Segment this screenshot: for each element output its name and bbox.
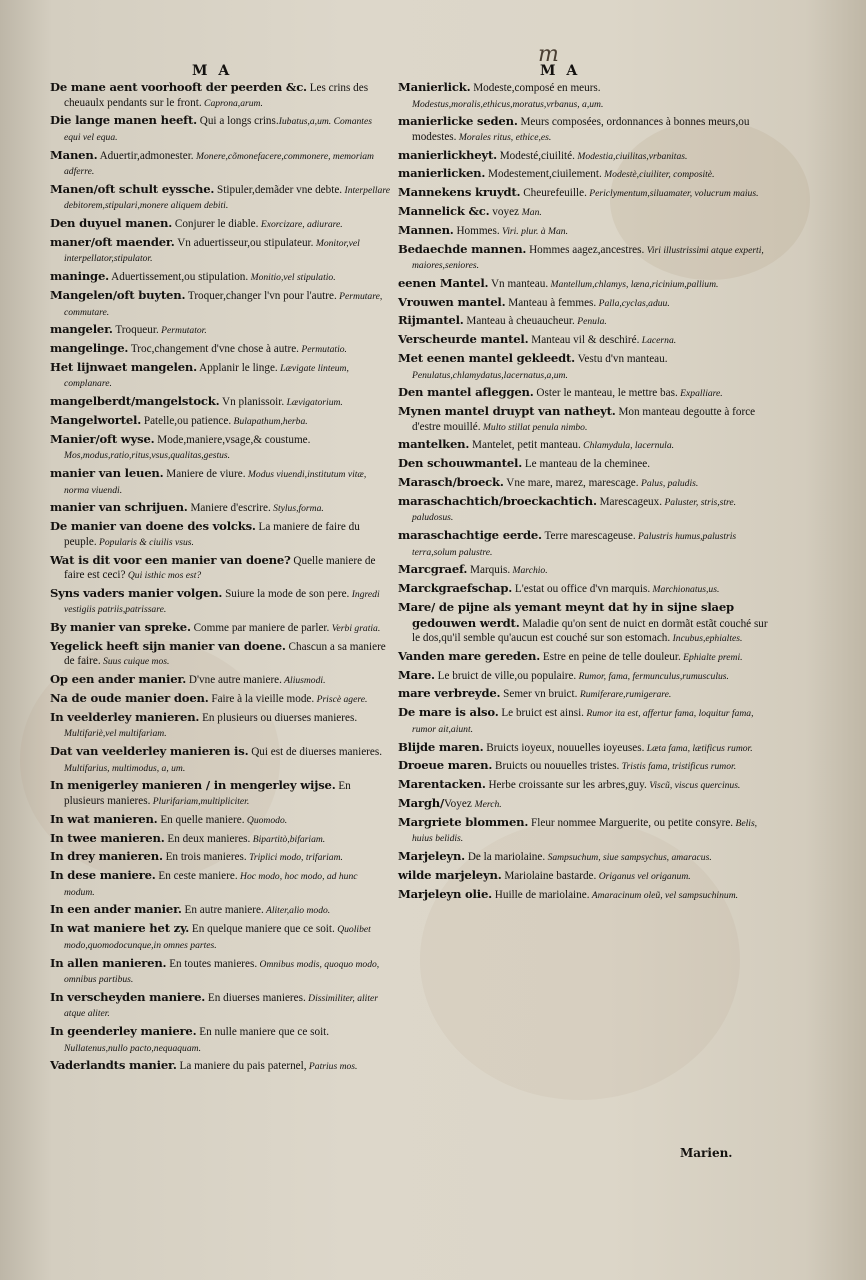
latin-gloss: Palus, paludis. bbox=[638, 478, 699, 490]
headword: De manier van doene des volcks. bbox=[50, 519, 256, 534]
french-gloss: Troqueur. bbox=[112, 324, 159, 337]
headword: Den schouwmantel. bbox=[398, 456, 523, 471]
dictionary-entry bbox=[398, 668, 770, 685]
latin-gloss: Penulatus,chlamydatus,lacernatus,a,um. bbox=[412, 369, 568, 381]
latin-gloss: Sampsuchum, siue sampsychus, amaracus. bbox=[545, 852, 712, 863]
latin-gloss: Viri illustrissimi atque experti, maiores,seniores. bbox=[412, 244, 764, 272]
french-gloss: En diuerses manieres. bbox=[205, 991, 306, 1004]
dictionary-entry bbox=[398, 404, 770, 435]
dictionary-entry bbox=[50, 519, 390, 550]
headword: Mannen. bbox=[398, 222, 454, 237]
dictionary-entry bbox=[50, 113, 390, 145]
headword: Marjeleyn. bbox=[398, 849, 466, 863]
headword: mantelken. bbox=[398, 437, 470, 452]
dictionary-entry bbox=[398, 868, 770, 885]
headword: manierlicken. bbox=[398, 166, 486, 181]
french-gloss: Terre marescageuse. bbox=[541, 530, 636, 543]
dictionary-entry bbox=[398, 705, 770, 737]
latin-gloss: Periclymentum,siluamater, volucrum maius. bbox=[586, 188, 759, 200]
french-gloss: Mariolaine bastarde. bbox=[501, 869, 597, 882]
latin-gloss: Caprona,arum. bbox=[201, 97, 263, 109]
french-gloss: Troc,changement d'vne chose à autre. bbox=[128, 343, 299, 356]
latin-gloss: Rumor, fama, fermunculus,rumusculus. bbox=[576, 670, 729, 682]
latin-gloss: Dissimiliter, aliter atque aliter. bbox=[64, 992, 378, 1020]
headword: eenen Mantel. bbox=[398, 275, 489, 290]
french-gloss: Semer vn bruict. bbox=[500, 688, 578, 701]
dictionary-entry bbox=[50, 360, 390, 392]
dictionary-entry bbox=[50, 921, 390, 953]
latin-gloss: Interpellare debitorem,stipulari,monere aliquem debiti. bbox=[64, 184, 390, 212]
french-gloss: Mantelet, petit manteau. bbox=[469, 439, 581, 452]
dictionary-entry bbox=[50, 394, 390, 411]
headword: mangelinge. bbox=[50, 341, 129, 356]
french-gloss: Oster le manteau, le mettre bas. bbox=[533, 387, 678, 400]
french-gloss: Comme par maniere de parler. bbox=[190, 622, 330, 635]
headword: Mare/ de pijne als yemant meynt dat hy in sijne slaep gedouwen werdt. bbox=[398, 600, 734, 630]
french-gloss: Aduertir,admonester. bbox=[97, 149, 194, 162]
latin-gloss: Monitor,vel interpellator,stipulator. bbox=[64, 237, 360, 265]
latin-gloss: Modestus,moralis,ethicus,moratus,vrbanus, a,um. bbox=[412, 98, 604, 110]
french-gloss: Modestement,ciuilement. bbox=[485, 168, 602, 181]
latin-gloss: Marchionatus,us. bbox=[650, 584, 720, 596]
french-gloss: Herbe croissante sur les arbres,guy. bbox=[485, 779, 647, 792]
french-gloss: Aduertissement,ou stipulation. bbox=[108, 271, 249, 284]
headword: Mannekens kruydt. bbox=[398, 185, 521, 200]
french-gloss: Mode,maniere,vsage,& coustume. bbox=[154, 433, 311, 446]
dictionary-entry bbox=[398, 740, 770, 757]
headword: Syns vaders manier volgen. bbox=[50, 585, 223, 600]
headword: wilde marjeleyn. bbox=[398, 867, 502, 882]
headword: Het lijnwaet mangelen. bbox=[50, 359, 197, 374]
dictionary-entry bbox=[398, 313, 770, 330]
dictionary-entry bbox=[398, 815, 770, 847]
headword: Yegelick heeft sijn manier van doene. bbox=[50, 638, 286, 653]
french-gloss: Le bruict de ville,ou populaire. bbox=[434, 669, 577, 682]
latin-gloss: Lævigatorium. bbox=[284, 397, 343, 409]
headword: In drey manieren. bbox=[50, 849, 163, 864]
french-gloss: Hommes aagez,ancestres. bbox=[526, 243, 645, 256]
dictionary-entry bbox=[398, 887, 770, 904]
running-head-right: M A bbox=[540, 63, 581, 79]
headword: In wat manieren. bbox=[50, 811, 158, 826]
french-gloss: Marquis. bbox=[467, 564, 511, 577]
french-gloss: En trois manieres. bbox=[162, 851, 247, 864]
dictionary-entry bbox=[398, 114, 770, 145]
headword: De mane aent voorhooft der peerden &c. bbox=[50, 80, 307, 94]
french-gloss: Maniere d'escrire. bbox=[187, 502, 271, 515]
dictionary-entry bbox=[398, 276, 770, 293]
headword: manierlickheyt. bbox=[398, 147, 497, 162]
dictionary-entry bbox=[398, 185, 770, 202]
french-gloss: Cheurefeuille. bbox=[520, 187, 587, 200]
dictionary-entry bbox=[50, 413, 390, 430]
dictionary-entry bbox=[50, 744, 390, 776]
french-gloss: Meurs composées, ordonnances à bonnes meurs,ou modestes. bbox=[412, 116, 750, 143]
dictionary-entry bbox=[398, 562, 770, 579]
headword: Op een ander manier. bbox=[50, 672, 187, 687]
latin-gloss: Verbi gratia. bbox=[329, 623, 381, 635]
dictionary-entry bbox=[398, 686, 770, 703]
dictionary-entry bbox=[50, 990, 390, 1022]
french-gloss: Vestu d'vn manteau. bbox=[574, 353, 668, 366]
latin-gloss: Palla,cyclas,aduu. bbox=[596, 297, 670, 309]
headword: maraschachtige eerde. bbox=[398, 528, 542, 543]
headword: In menigerley manieren / in mengerley wijse. bbox=[50, 778, 336, 793]
latin-gloss: Rumor ita est, affertur fama, loquitur fama, rumor ait,aiunt. bbox=[412, 708, 754, 735]
dictionary-entry bbox=[398, 849, 770, 866]
french-gloss: Bruicts ou nouuelles tristes. bbox=[492, 760, 620, 773]
headword: Marcgraef. bbox=[398, 562, 468, 577]
headword: maraschachtich/broeckachtich. bbox=[398, 493, 597, 508]
latin-gloss: Morales ritus, ethice,es. bbox=[456, 131, 552, 143]
latin-gloss: Plurifariam,multipliciter. bbox=[150, 795, 250, 807]
headword: Margriete blommen. bbox=[398, 814, 529, 829]
dictionary-entry bbox=[50, 235, 390, 267]
french-gloss: Voyez bbox=[444, 797, 475, 810]
french-gloss: Vn aduertisseur,ou stipulateur. bbox=[174, 236, 314, 249]
dictionary-entry bbox=[50, 586, 390, 618]
latin-gloss: Nullatenus,nullo pacto,nequaquam. bbox=[64, 1042, 201, 1054]
dictionary-entry bbox=[50, 148, 390, 180]
dictionary-entry bbox=[50, 1058, 390, 1075]
dictionary-entry bbox=[398, 475, 770, 492]
latin-gloss: Lævigate linteum, complanare. bbox=[64, 362, 349, 390]
french-gloss: En deux manieres. bbox=[164, 832, 251, 845]
dictionary-entry bbox=[398, 600, 770, 647]
french-gloss: En quelle maniere. bbox=[157, 813, 245, 826]
french-gloss: Stipuler,demãder vne debte. bbox=[214, 183, 343, 196]
dictionary-entry bbox=[50, 80, 390, 111]
french-gloss: Quelle maniere de faire est ceci? bbox=[64, 554, 376, 582]
dictionary-entry bbox=[50, 639, 390, 670]
french-gloss: Modeste,composé en meurs. bbox=[470, 82, 601, 94]
latin-gloss: Merch. bbox=[474, 798, 502, 810]
headword: mangelberdt/mangelstock. bbox=[50, 394, 220, 409]
dictionary-entry bbox=[398, 166, 770, 183]
dictionary-entry bbox=[398, 332, 770, 349]
latin-gloss: Mos,modus,ratio,ritus,vsus,qualitas,gestus. bbox=[64, 450, 231, 462]
dictionary-entry bbox=[398, 80, 770, 112]
latin-gloss: Origanus vel origanum. bbox=[596, 870, 691, 882]
latin-gloss: Modestè,ciuiliter, compositè. bbox=[601, 169, 715, 181]
dictionary-entry bbox=[398, 204, 770, 221]
dictionary-entry bbox=[398, 351, 770, 383]
headword: Mare. bbox=[398, 667, 435, 682]
french-gloss: Qui a longs crins. bbox=[196, 115, 279, 128]
french-gloss: Hommes. bbox=[453, 224, 500, 237]
dictionary-entry bbox=[50, 466, 390, 498]
dictionary-entry bbox=[398, 437, 770, 454]
signature-mark: m bbox=[538, 42, 559, 67]
dictionary-entry bbox=[398, 223, 770, 240]
latin-gloss: Patrius mos. bbox=[306, 1061, 358, 1073]
headword: In wat maniere het zy. bbox=[50, 921, 190, 936]
dictionary-entry bbox=[50, 902, 390, 919]
french-gloss: En nulle maniere que ce soit. bbox=[196, 1026, 330, 1039]
headword: Mynen mantel druypt van natheyt. bbox=[398, 404, 616, 419]
french-gloss: Vn manteau. bbox=[488, 277, 549, 290]
headword: In allen manieren. bbox=[50, 955, 167, 970]
french-gloss: Marescageux. bbox=[596, 495, 663, 508]
dictionary-entry bbox=[50, 182, 390, 214]
headword: Margh/ bbox=[398, 795, 445, 810]
dictionary-entry bbox=[50, 216, 390, 233]
latin-gloss: Palustris humus,palustris terra,solum palustre. bbox=[412, 531, 737, 558]
french-gloss: En plusieurs ou diuerses manieres. bbox=[199, 711, 358, 724]
headword: Vanden mare gereden. bbox=[398, 648, 541, 663]
headword: maner/oft maender. bbox=[50, 234, 175, 249]
french-gloss: En quelque maniere que ce soit. bbox=[189, 923, 335, 936]
dictionary-entry bbox=[398, 242, 770, 274]
french-gloss: En plusieurs manieres. bbox=[64, 780, 351, 807]
headword: Rijmantel. bbox=[398, 313, 464, 328]
headword: Verscheurde mantel. bbox=[398, 332, 529, 347]
french-gloss: Suiure la mode de son pere. bbox=[222, 587, 350, 600]
headword: manier van leuen. bbox=[50, 466, 164, 481]
latin-gloss: Læta fama, lætificus rumor. bbox=[644, 742, 753, 754]
catchword: Marien. bbox=[680, 1146, 733, 1160]
headword: Mangelwortel. bbox=[50, 413, 142, 428]
dictionary-entry bbox=[50, 956, 390, 988]
dictionary-entry bbox=[50, 288, 390, 320]
french-gloss: Manteau à cheuaucheur. bbox=[463, 315, 575, 328]
headword: Manierlick. bbox=[398, 80, 471, 94]
headword: Marjeleyn olie. bbox=[398, 886, 492, 901]
headword: Wat is dit voor een manier van doene? bbox=[50, 552, 291, 567]
headword: Blijde maren. bbox=[398, 739, 484, 754]
headword: In dese maniere. bbox=[50, 868, 156, 883]
latin-gloss: Ephialte premi. bbox=[680, 651, 743, 663]
dictionary-entry bbox=[398, 528, 770, 560]
dictionary-entry bbox=[50, 1024, 390, 1056]
french-gloss: Applanir le linge. bbox=[196, 361, 278, 374]
latin-gloss: Quolibet modo,quomodocunque,in omnes partes. bbox=[64, 924, 371, 951]
latin-gloss: Viscũ, viscus quercinus. bbox=[646, 780, 741, 792]
headword: manier van schrijuen. bbox=[50, 500, 188, 515]
dictionary-entry bbox=[398, 649, 770, 666]
dictionary-entry bbox=[50, 849, 390, 866]
dictionary-entry bbox=[398, 148, 770, 165]
latin-gloss: Incubus,ephialtes. bbox=[670, 633, 743, 645]
headword: Dat van veelderley manieren is. bbox=[50, 744, 249, 759]
latin-gloss: Iubatus,a,um. Comantes equi vel equa. bbox=[64, 116, 372, 143]
french-gloss: De la mariolaine. bbox=[465, 851, 546, 863]
headword: Droeue maren. bbox=[398, 758, 493, 773]
dictionary-entry bbox=[50, 868, 390, 900]
headword: In twee manieren. bbox=[50, 830, 165, 845]
headword: In veelderley manieren. bbox=[50, 709, 200, 724]
dictionary-entry bbox=[50, 620, 390, 637]
headword: Marckgraefschap. bbox=[398, 581, 513, 596]
latin-gloss: Bipartitò,bifariam. bbox=[250, 833, 326, 845]
dictionary-entry bbox=[50, 432, 390, 464]
french-gloss: Vne mare, marez, marescage. bbox=[503, 477, 639, 490]
latin-gloss: Man. bbox=[521, 206, 542, 218]
latin-gloss: Monitio,vel stipulatio. bbox=[248, 272, 336, 284]
french-gloss: Modesté,ciuilité. bbox=[496, 149, 575, 162]
headword: Vrouwen mantel. bbox=[398, 294, 506, 309]
headword: Marasch/broeck. bbox=[398, 475, 504, 490]
headword: By manier van spreke. bbox=[50, 620, 191, 635]
latin-gloss: Multo stillat penula nimbo. bbox=[480, 421, 588, 433]
latin-gloss: Lacerna. bbox=[639, 335, 677, 347]
headword: Mannelick &c. bbox=[398, 203, 490, 218]
french-gloss: Troquer,changer l'vn pour l'autre. bbox=[185, 290, 337, 303]
french-gloss: En toutes manieres. bbox=[166, 957, 258, 970]
headword: Den mantel afleggen. bbox=[398, 385, 534, 400]
headword: Na de oude manier doen. bbox=[50, 691, 209, 706]
headword: Manier/oft wyse. bbox=[50, 431, 155, 446]
french-gloss: Mon manteau degoutte à force d'estre mouillé. bbox=[412, 406, 756, 433]
french-gloss: Bruicts ioyeux, nouuelles ioyeuses. bbox=[483, 741, 645, 754]
latin-gloss: Rumiferare,rumigerare. bbox=[577, 689, 672, 701]
headword: Manen/oft schult eyssche. bbox=[50, 181, 215, 196]
latin-gloss: Priscè agere. bbox=[314, 694, 368, 706]
headword: De mare is also. bbox=[398, 705, 499, 720]
right-column bbox=[398, 80, 770, 905]
dictionary-entry bbox=[398, 796, 770, 813]
headword: Vaderlandts manier. bbox=[50, 1058, 177, 1073]
french-gloss: La maniere de faire du peuple. bbox=[64, 521, 360, 548]
dictionary-entry bbox=[50, 322, 390, 339]
french-gloss: Huille de mariolaine. bbox=[491, 888, 590, 901]
french-gloss: Conjurer le diable. bbox=[172, 218, 259, 231]
headword: manierlicke seden. bbox=[398, 114, 518, 129]
dictionary-entry bbox=[50, 672, 390, 689]
latin-gloss: Multifarius, multimodus, a, um. bbox=[64, 762, 186, 774]
latin-gloss: Aliter,alio modo. bbox=[263, 905, 331, 917]
dictionary-entry bbox=[50, 269, 390, 286]
latin-gloss: Modestia,ciuilitas,vrbanitas. bbox=[574, 150, 688, 162]
headword: mangeler. bbox=[50, 322, 113, 337]
latin-gloss: Penula. bbox=[574, 316, 607, 328]
french-gloss: En ceste maniere. bbox=[155, 870, 238, 883]
headword: Met eenen mantel gekleedt. bbox=[398, 351, 575, 366]
headword: In geenderley maniere. bbox=[50, 1024, 197, 1039]
headword: Marentacken. bbox=[398, 777, 486, 792]
latin-gloss: Belis, huius belidis. bbox=[412, 817, 758, 845]
latin-gloss: Popularis & ciuilis vsus. bbox=[96, 536, 194, 548]
latin-gloss: Aliusmodi. bbox=[281, 675, 326, 687]
dictionary-entry bbox=[398, 295, 770, 312]
french-gloss: En autre maniere. bbox=[181, 904, 264, 917]
headword: Mangelen/oft buyten. bbox=[50, 288, 186, 303]
french-gloss: Manteau à femmes. bbox=[505, 296, 597, 309]
latin-gloss: Triplici modo, trifariam. bbox=[246, 852, 343, 864]
dictionary-entry bbox=[398, 456, 770, 473]
french-gloss: Maniere de viure. bbox=[163, 468, 246, 481]
dictionary-entry bbox=[398, 581, 770, 598]
left-column bbox=[50, 80, 390, 1077]
dictionary-entry bbox=[50, 778, 390, 809]
latin-gloss: Modus viuendi,institutum vitæ, norma viuendi. bbox=[64, 469, 367, 496]
latin-gloss: Qui isthic mos est? bbox=[125, 570, 202, 582]
latin-gloss: Tristis fama, tristificus rumor. bbox=[619, 761, 737, 773]
french-gloss: Fleur nommee Marguerite, ou petite consyre. bbox=[528, 816, 734, 829]
dictionary-entry bbox=[398, 777, 770, 794]
headword: Bedaechde mannen. bbox=[398, 241, 527, 256]
dictionary-entry bbox=[50, 500, 390, 517]
headword: In een ander manier. bbox=[50, 902, 182, 917]
dictionary-entry bbox=[50, 553, 390, 584]
latin-gloss: Ingredi vestigiis patriis,patrissare. bbox=[64, 588, 380, 616]
latin-gloss: Expalliare. bbox=[677, 388, 723, 400]
headword: In verscheyden maniere. bbox=[50, 989, 206, 1004]
headword: Den duyuel manen. bbox=[50, 216, 173, 231]
dictionary-entry bbox=[50, 710, 390, 742]
dictionary-entry bbox=[50, 341, 390, 358]
latin-gloss: Omnibus modis, quoquo modo, omnibus partibus. bbox=[64, 958, 380, 985]
latin-gloss: Viri. plur. à Man. bbox=[499, 225, 568, 237]
headword: Manen. bbox=[50, 147, 98, 162]
dictionary-entry bbox=[398, 385, 770, 402]
french-gloss: Le bruict est ainsi. bbox=[498, 707, 584, 720]
latin-gloss: Permutare, commutare. bbox=[64, 291, 383, 318]
dictionary-entry bbox=[398, 494, 770, 526]
french-gloss: Qui est de diuerses manieres. bbox=[248, 746, 383, 759]
latin-gloss: Monere,cõmonefacere,commonere, memoriam adferre. bbox=[64, 150, 374, 178]
latin-gloss: Suus cuique mos. bbox=[100, 656, 170, 668]
latin-gloss: Stylus,forma. bbox=[270, 503, 324, 515]
latin-gloss: Amaracinum oleũ, vel sampsuchinum. bbox=[589, 889, 739, 901]
latin-gloss: Exorcizare, adiurare. bbox=[258, 219, 343, 231]
headword: maninge. bbox=[50, 269, 109, 284]
french-gloss: Manteau vil & deschiré. bbox=[528, 334, 640, 347]
french-gloss: Faire à la vieille mode. bbox=[208, 693, 315, 706]
dictionary-entry bbox=[50, 691, 390, 708]
french-gloss: Estre en peine de telle douleur. bbox=[540, 650, 681, 663]
dictionary-entry bbox=[50, 831, 390, 848]
french-gloss: Vn planissoir. bbox=[219, 396, 285, 409]
latin-gloss: Mantellum,chlamys, læna,ricinium,pallium. bbox=[548, 278, 719, 290]
french-gloss: voyez bbox=[489, 205, 522, 218]
french-gloss: Chascun a sa maniere de faire. bbox=[64, 640, 386, 668]
dictionary-entry bbox=[50, 812, 390, 829]
french-gloss: Le manteau de la cheminee. bbox=[522, 458, 651, 471]
dictionary-entry bbox=[398, 758, 770, 775]
headword: Die lange manen heeft. bbox=[50, 113, 197, 128]
french-gloss: La maniere du pais paternel, bbox=[176, 1060, 307, 1073]
latin-gloss: Quomodo. bbox=[244, 814, 288, 826]
latin-gloss: Marchio. bbox=[510, 565, 548, 577]
headword: mare verbreyde. bbox=[398, 686, 501, 701]
latin-gloss: Permutator. bbox=[158, 325, 207, 337]
french-gloss: Maladie qu'on sent de nuict en dormãt estãt couché sur le dos,qu'il semble qu'aucun est couché sur son estomach. bbox=[412, 617, 768, 645]
latin-gloss: Chlamydula, lacernula. bbox=[580, 440, 675, 452]
latin-gloss: Multifariè,vel multifariam. bbox=[64, 728, 167, 740]
french-gloss: Les crins des cheuaulx pendants sur le front. bbox=[64, 82, 369, 109]
french-gloss: D'vne autre maniere. bbox=[186, 674, 282, 687]
latin-gloss: Bulapathum,herba. bbox=[231, 416, 308, 428]
french-gloss: Patelle,ou patience. bbox=[141, 415, 232, 428]
latin-gloss: Permutatio. bbox=[298, 344, 347, 356]
running-head-left: M A bbox=[192, 63, 233, 79]
latin-gloss: Hoc modo, hoc modo, ad hunc modum. bbox=[64, 871, 358, 898]
french-gloss: L'estat ou office d'vn marquis. bbox=[512, 583, 651, 596]
latin-gloss: Paluster, stris,stre. paludosus. bbox=[412, 496, 737, 524]
